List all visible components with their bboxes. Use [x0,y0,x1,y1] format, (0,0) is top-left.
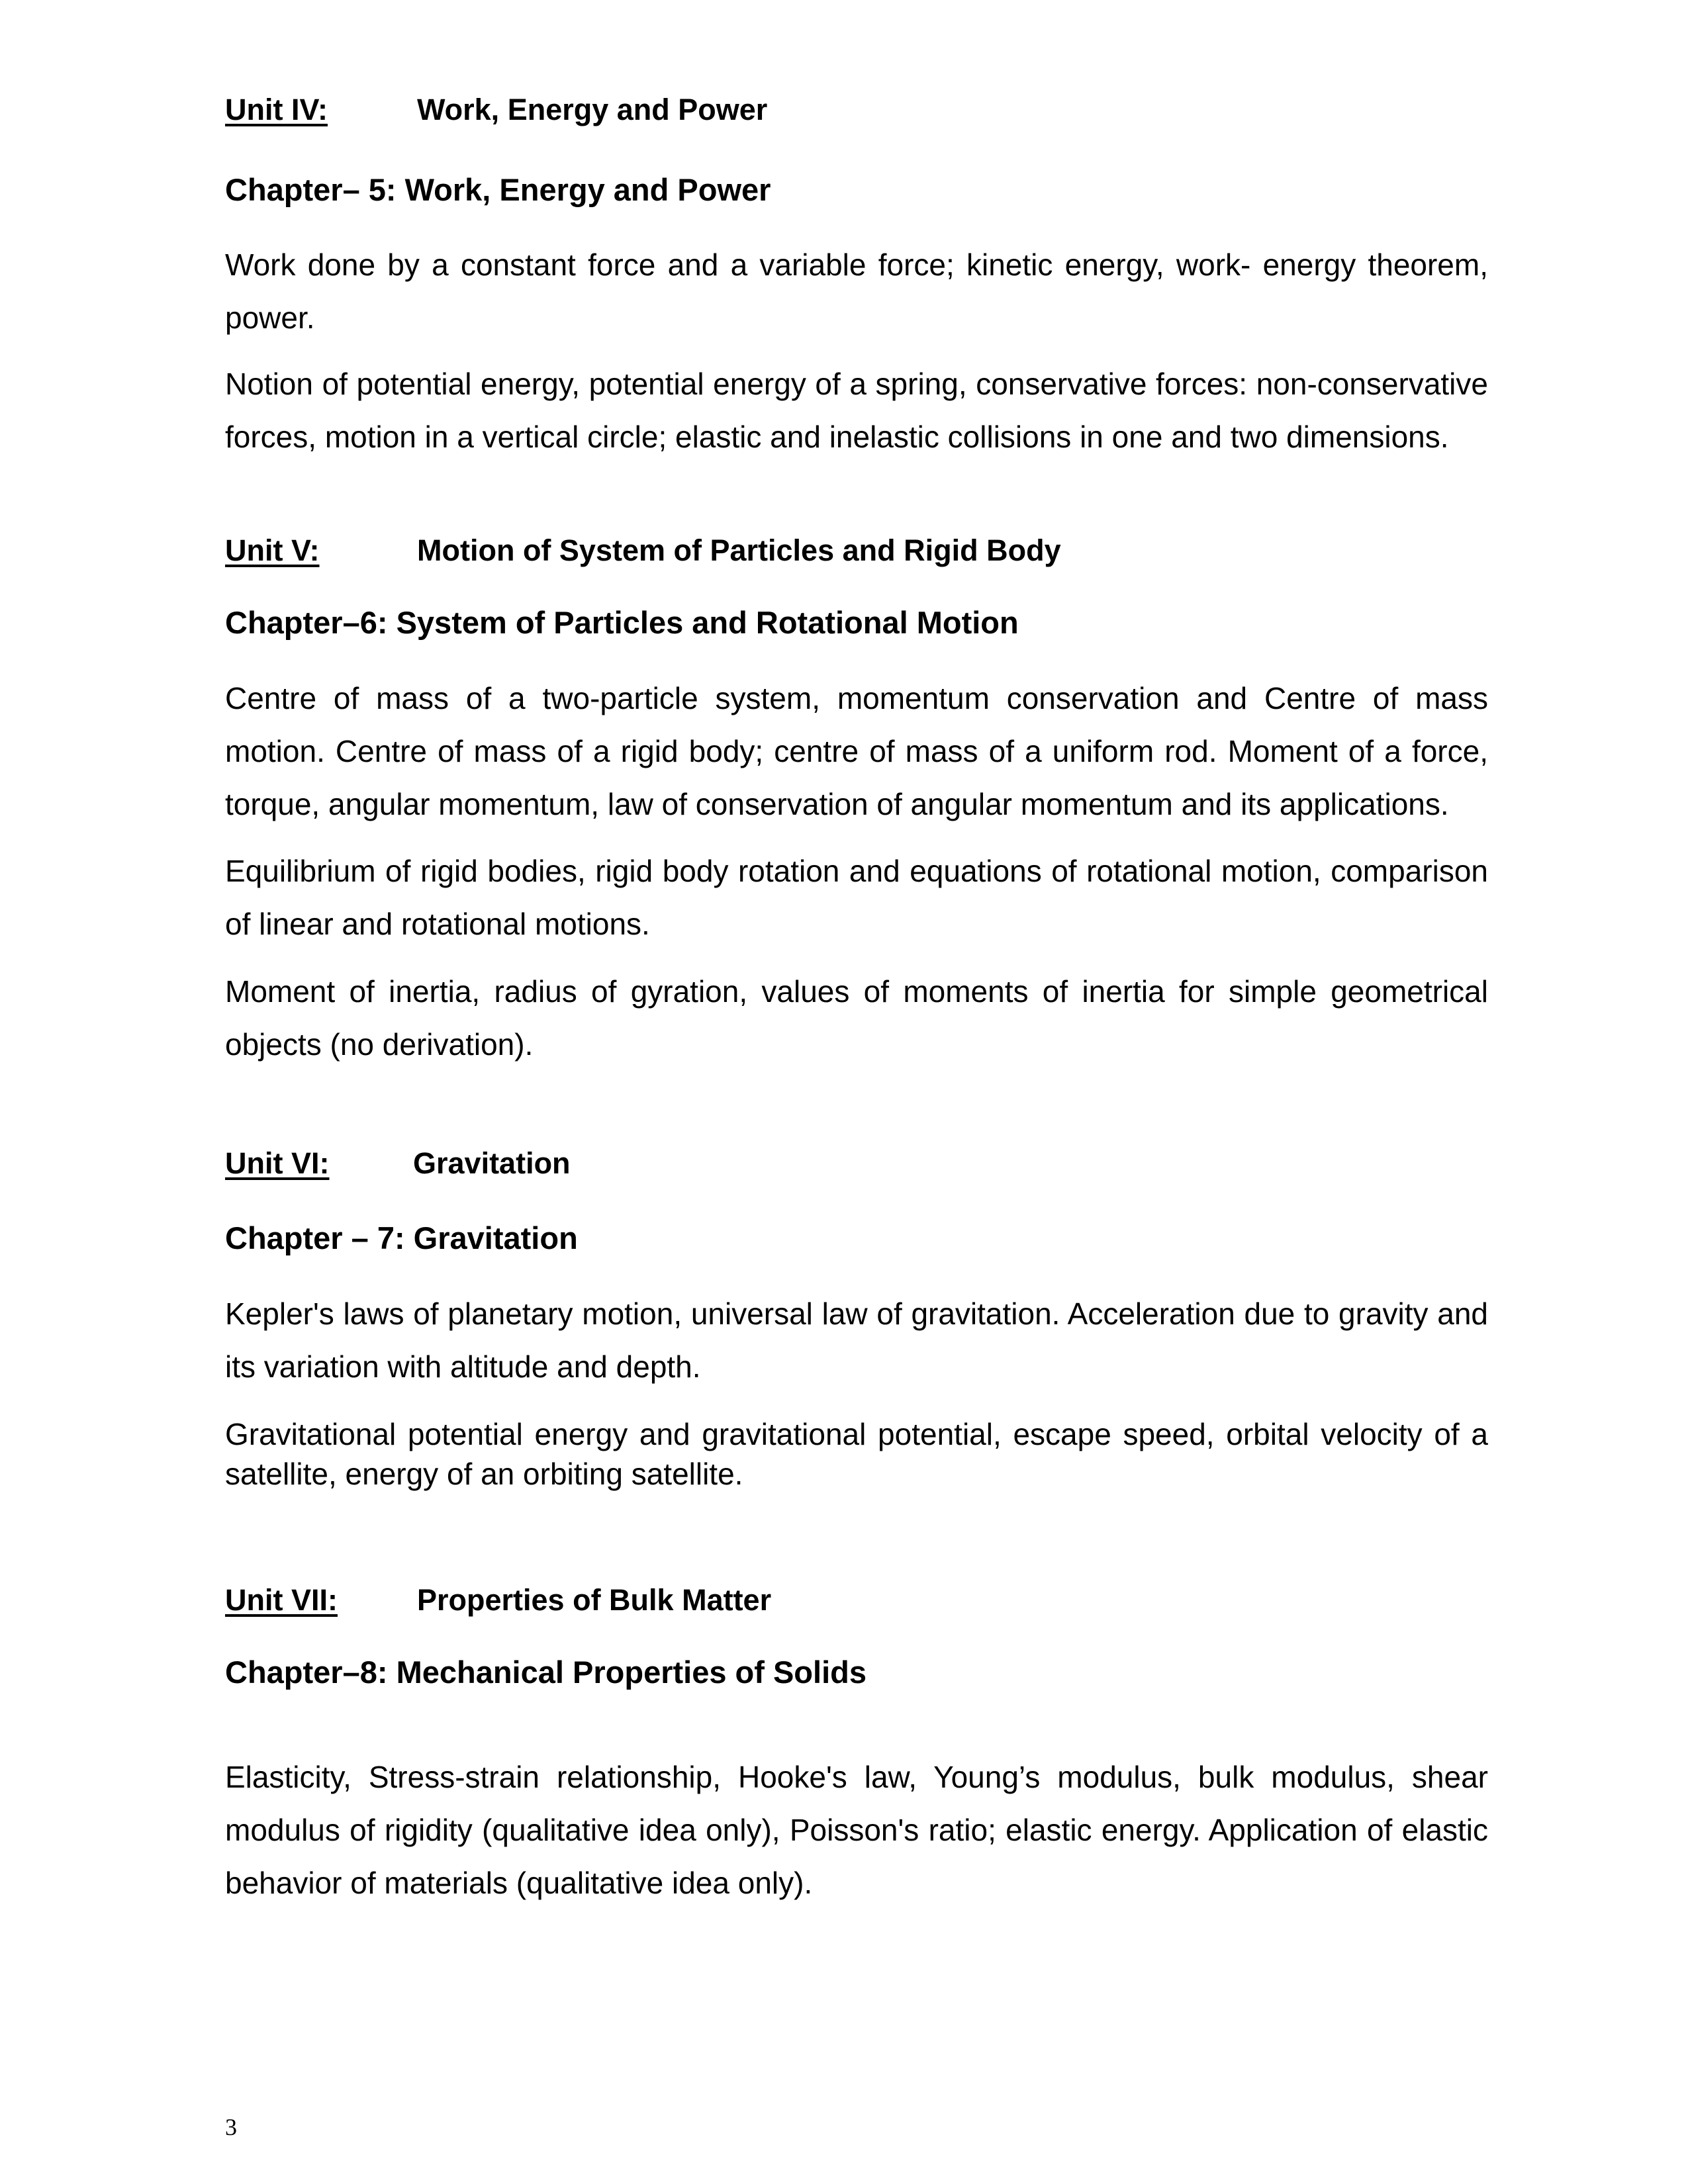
paragraph: Gravitational potential energy and gravitational potential, escape speed, orbital velocity of a satellite, energy of an orbiting satellite. [225,1417,1488,1491]
page-number: 3 [225,2114,237,2140]
unit-heading [225,1582,772,1619]
paragraph: Equilibrium of rigid bodies, rigid body rotation and equations of rotational motion, comparison of linear and rotational motions. [225,854,1488,941]
chapter-heading: Chapter–8: Mechanical Properties of Solids [225,1655,867,1690]
unit-title: Properties of Bulk Matter [417,1583,772,1617]
paragraph: Notion of potential energy, potential energy of a spring, conservative forces: non-conservative forces, motion in a vertical circle; elastic and inelastic collisions in one and two dimensions. [225,367,1488,454]
unit-label: Unit VI: [225,1146,330,1180]
unit-title: Gravitation [413,1146,571,1180]
unit-label: Unit IV: [225,93,328,126]
unit-heading [225,1145,571,1182]
paragraph: Kepler's laws of planetary motion, universal law of gravitation. Acceleration due to gravity and its variation with altitude and depth. [225,1297,1488,1384]
paragraph: Elasticity, Stress-strain relationship, Hooke's law, Young’s modulus, bulk modulus, shear modulus of rigidity (qualitative idea only), Poisson's ratio; elastic energy. Application of elastic behavior of materials (qualitative idea only). [225,1760,1488,1900]
chapter-heading: Chapter– 5: Work, Energy and Power [225,172,771,207]
unit-heading [225,532,1061,569]
paragraph: Moment of inertia, radius of gyration, values of moments of inertia for simple geometrical objects (no derivation). [225,974,1488,1062]
paragraph: Centre of mass of a two-particle system, momentum conservation and Centre of mass motion. Centre of mass of a rigid body; centre of mass of a uniform rod. Moment of a force, torque, angular momentum, law of conservation of angular momentum and its applications. [225,681,1488,821]
unit-label: Unit VII: [225,1583,338,1617]
unit-label: Unit V: [225,533,320,567]
unit-title: Work, Energy and Power [417,93,768,126]
unit-heading [225,91,768,128]
paragraph: Work done by a constant force and a variable force; kinetic energy, work- energy theorem, power. [225,248,1488,335]
unit-title: Motion of System of Particles and Rigid Body [417,533,1061,567]
chapter-heading: Chapter–6: System of Particles and Rotational Motion [225,605,1019,640]
chapter-heading: Chapter – 7: Gravitation [225,1220,578,1255]
